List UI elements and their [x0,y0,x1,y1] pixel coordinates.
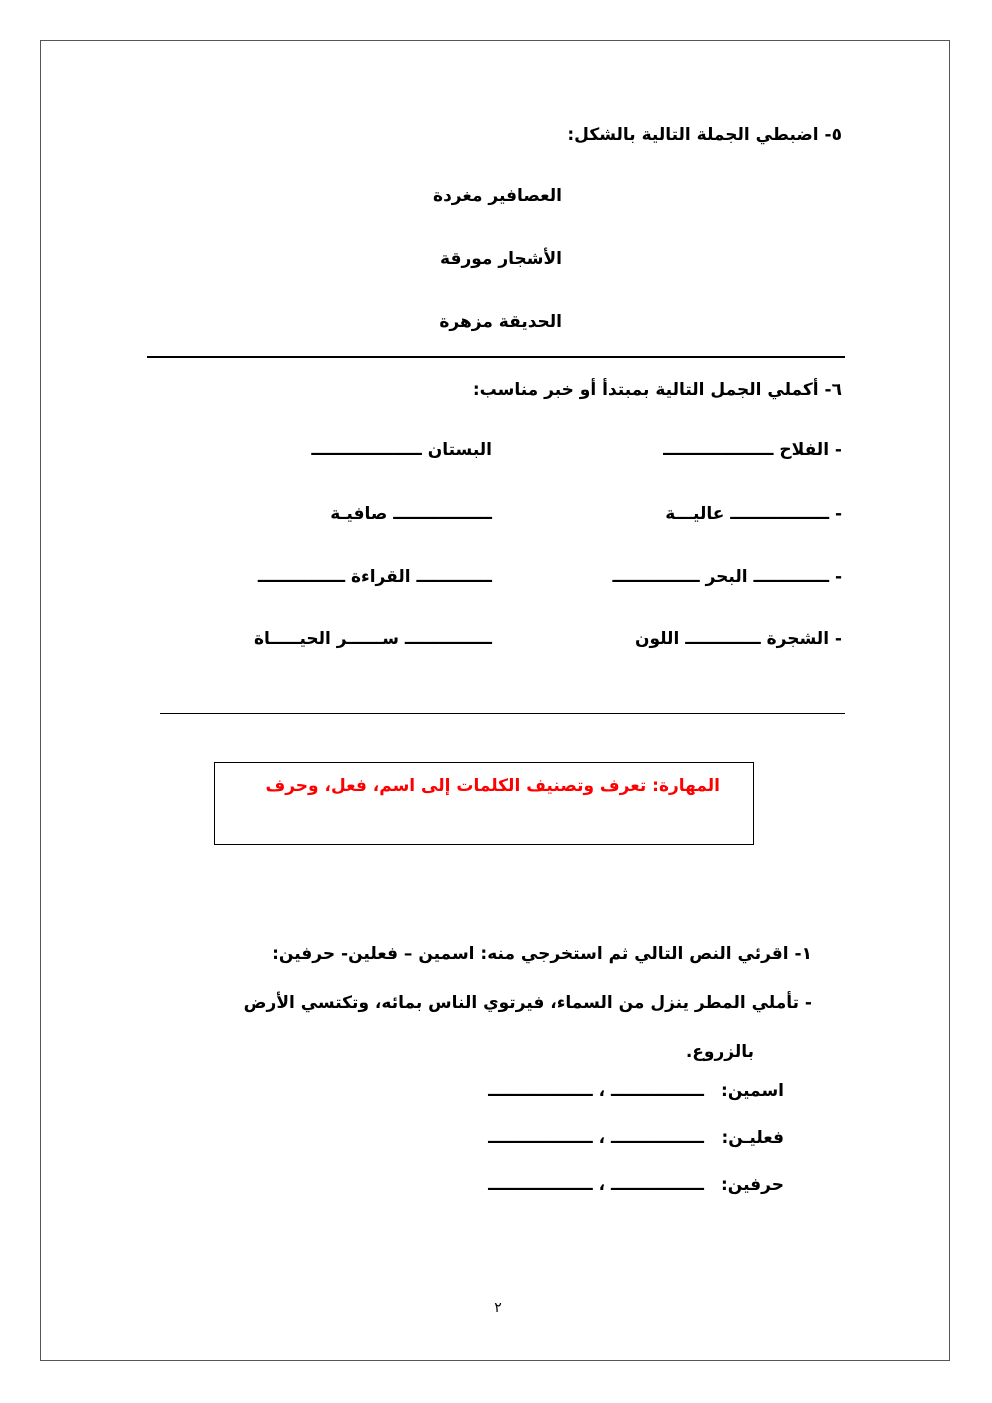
q1-answer-blanks-2: ــــــــــــــــ ، ــــــــــــــــــ [488,1128,704,1148]
skill-text: المهارة: تعرف وتصنيف الكلمات إلى اسم، فعل، وحرف [265,776,720,796]
divider-1 [147,356,845,358]
q5-sentence-2: الأشجار مورقة [440,249,562,269]
q6-row3-left: ـــــــــــــ القراءة ـــــــــــــــ [257,567,492,587]
q6-row4-left: ـــــــــــــــ ســــــر الحيـــــاة [253,629,492,649]
q5-sentence-3: الحديقة مزهرة [439,312,562,332]
page-number: ٢ [494,1300,502,1316]
q1-answer-label-1: اسمين: [721,1081,784,1101]
q6-row4-right: - الشجرة ـــــــــــــ اللون [634,629,842,649]
q1-passage-line-2: بالزروع. [685,1042,754,1062]
q6-row1-right: - الفلاح ـــــــــــــــــــ [663,440,842,460]
q1-passage-line-1: - تأملي المطر ينزل من السماء، فيرتوي الناس بمائه، وتكتسي الأرض [243,993,812,1013]
q1-answer-blanks-1: ــــــــــــــــ ، ــــــــــــــــــ [488,1081,704,1101]
q6-row3-right: - ـــــــــــــ البحر ـــــــــــــــ [612,567,842,587]
q1-answer-label-3: حرفين: [721,1175,784,1195]
q6-row2-left: ـــــــــــــــــ صافيـة [330,504,492,524]
q6-row2-right: - ـــــــــــــــــ عاليـــة [665,504,842,524]
q5-sentence-1: العصافير مغردة [433,186,562,206]
q6-title: ٦- أكملي الجمل التالية بمبتدأ أو خبر مناسب: [472,380,842,400]
q1-title: ١- اقرئي النص التالي ثم استخرجي منه: اسمين – فعلين- حرفين: [272,944,812,964]
divider-2 [160,713,845,714]
q6-row1-left: البستان ـــــــــــــــــــ [311,440,492,460]
q1-answer-blanks-3: ــــــــــــــــ ، ــــــــــــــــــ [488,1175,704,1195]
q1-answer-label-2: فعليـن: [721,1128,784,1148]
page-frame [40,40,950,1361]
q5-title: ٥- اضبطي الجملة التالية بالشكل: [567,125,842,145]
